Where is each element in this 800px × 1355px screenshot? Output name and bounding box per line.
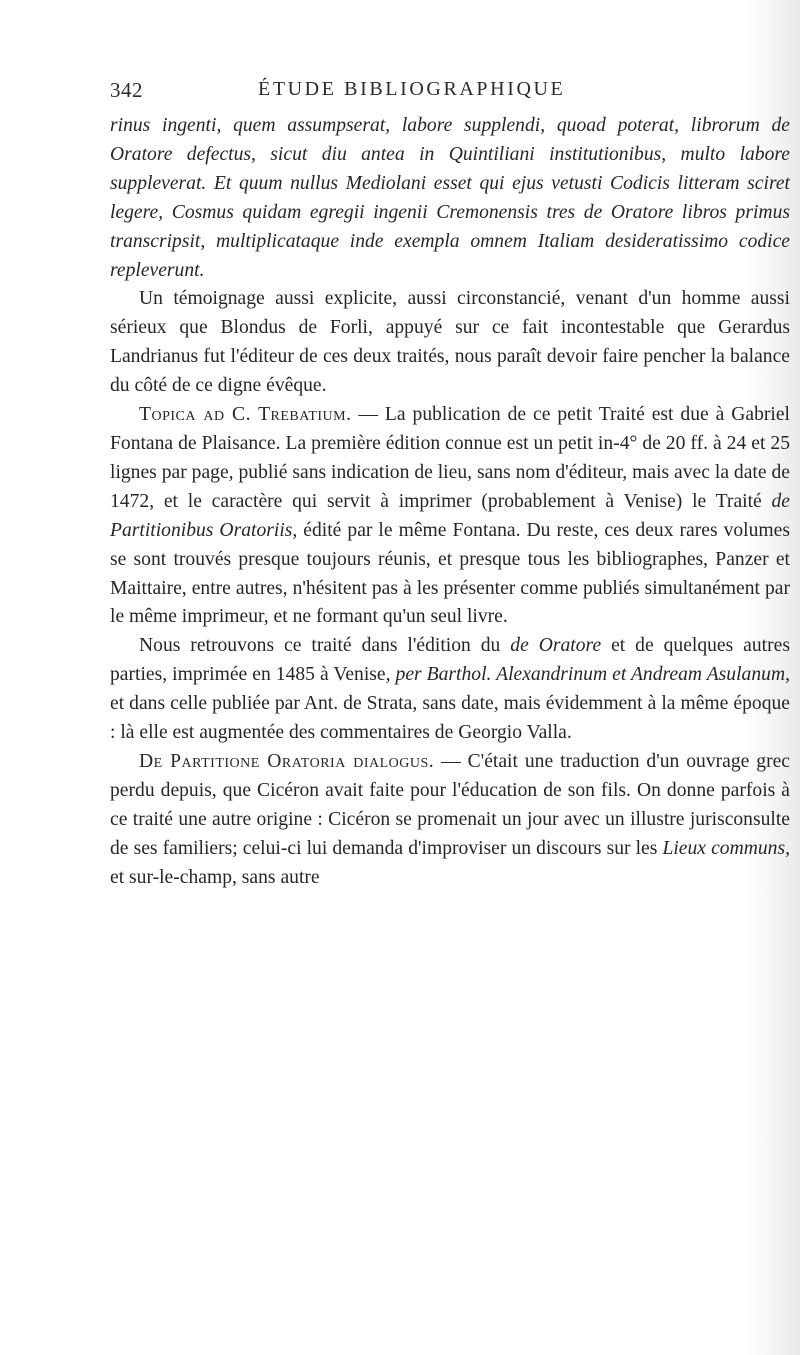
italic-title: Lieux communs xyxy=(662,837,786,859)
paragraph-partitione xyxy=(110,748,790,893)
paragraph-text: , édité par le même Fontana. Du reste, ces deux rares volumes se sont trouvés presque toujours réunis, et presque tous les bibliographes, Panzer et Maittaire, entre autres, n'hésitent pas à les présenter comme publiés simultanément par le même imprimeur, et ne formant qu'un seul livre. xyxy=(110,519,790,628)
italic-printer: per Barthol. Alexandrinum et Andream Asulanum xyxy=(395,664,786,686)
paragraph-text: , et sur-le-champ, sans autre xyxy=(110,837,790,888)
paragraph-text: , et dans celle publiée par Ant. de Strata, sans date, mais évidemment à la même époque : là elle est augmentée des commentaires de Georgio Valla. xyxy=(110,664,790,744)
paragraph-text: — C'était une traduction d'un ouvrage grec perdu depuis, que Cicéron avait faite pour l'éducation de son fils. On donne parfois à ce traité une autre origine : Cicéron se promenait un jour avec un illustre jurisconsulte de ses familiers; celui-ci lui demanda d'improviser un discours sur les xyxy=(110,750,790,859)
body-text xyxy=(110,112,790,892)
paragraph-edition xyxy=(110,632,790,748)
paragraph-text: Nous retrouvons ce traité dans l'édition du xyxy=(139,635,511,657)
paragraph-topica xyxy=(110,401,790,632)
section-heading-partitione: De Partitione Oratoria dialogus. xyxy=(139,750,435,772)
paragraph-text: — La publication de ce petit Traité est due à Gabriel Fontana de Plaisance. La première édition connue est un petit in-4° de 20 ff. à 24 et 25 lignes par page, publié sans indication de lieu, sans nom d'éditeur, mais avec la date de 1472, et le caractère qui servit à imprimer (probablement à Venise) le Traité xyxy=(110,404,790,512)
italic-title: de Partitionibus Oratoriis xyxy=(110,490,790,541)
latin-quotation: rinus ingenti, quem assumpserat, labore supplendi, quoad poterat, librorum de Oratore defectus, sicut diu antea in Quintiliani institutionibus, multo labore suppleverat. Et quum nullus Mediolani esset qui ejus vetusti Codicis litteram sciret legere, Cosmus quidam egregii ingenii Cremonensis tres de Oratore libros primus transcripsit, multiplicataque inde exempla omnem Italiam desideratissimo codice repleverunt. xyxy=(110,115,790,281)
paragraph-text: et de quelques autres parties, imprimée en 1485 à Venise, xyxy=(110,635,790,686)
running-head: ÉTUDE BIBLIOGRAPHIQUE xyxy=(258,78,566,100)
section-heading-topica: Topica ad C. Trebatium. xyxy=(139,404,352,426)
paragraph-testimony: Un témoignage aussi explicite, aussi circonstancié, venant d'un homme aussi sérieux que Blondus de Forli, appuyé sur ce fait incontestable que Gerardus Landrianus fut l'éditeur de ces deux traités, nous paraît devoir faire pencher la balance du côté de ce digne évêque. xyxy=(110,288,790,397)
page-number: 342 xyxy=(110,78,143,102)
page-header xyxy=(0,78,800,108)
italic-title: de Oratore xyxy=(510,635,602,657)
